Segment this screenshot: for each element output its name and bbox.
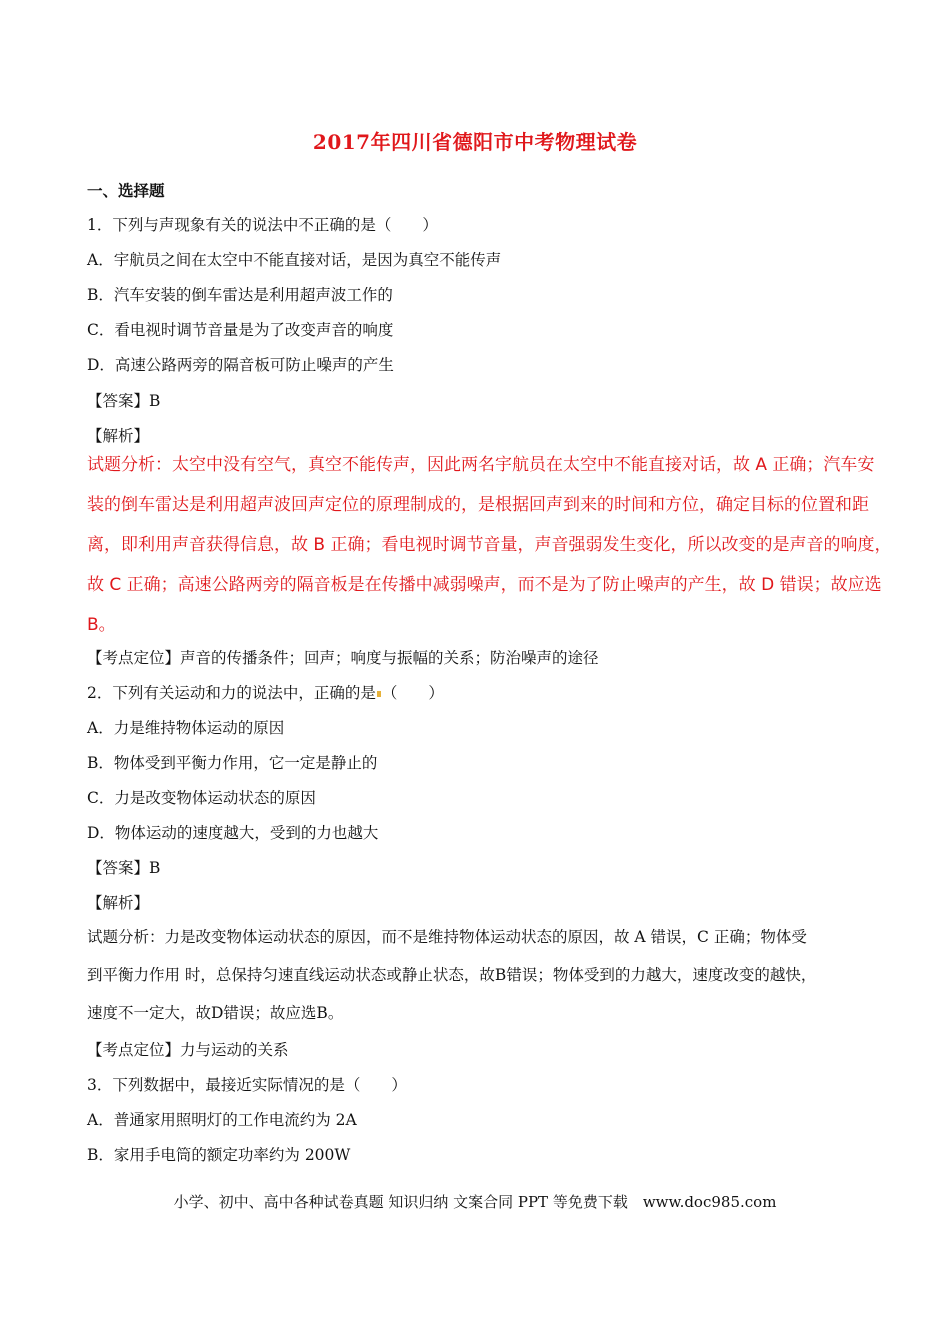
q2-analysis-line: 速度不一定大，故D错误；故应选B。 <box>87 1004 344 1022</box>
page-footer: 小学、初中、高中各种试卷真题 知识归纳 文案合同 PPT 等免费下载 www.doc985.com <box>173 1193 777 1211</box>
q1-option-c: C．看电视时调节音量是为了改变声音的响度 <box>87 321 394 339</box>
q1-analysis-line: B。 <box>87 615 116 635</box>
q2-answer: 【答案】B <box>87 859 161 877</box>
q2-option-d: D．物体运动的速度越大，受到的力也越大 <box>87 824 379 842</box>
q2-analysis-label: 【解析】 <box>87 894 150 912</box>
q2-option-c: C．力是改变物体运动状态的原因 <box>87 789 316 807</box>
q1-analysis-label: 【解析】 <box>87 427 150 445</box>
q1-kaodian: 【考点定位】声音的传播条件；回声；响度与振幅的关系；防治噪声的途径 <box>87 649 599 667</box>
q1-option-b: B．汽车安装的倒车雷达是利用超声波工作的 <box>87 286 393 304</box>
highlight-mark <box>377 691 381 697</box>
q1-analysis-line: 离，即利用声音获得信息，故 B 正确；看电视时调节音量，声音强弱发生变化，所以改变的是声音的响度， <box>87 535 892 555</box>
section-heading: 一、选择题 <box>87 181 165 200</box>
q1-option-a: A．宇航员之间在太空中不能直接对话，是因为真空不能传声 <box>87 251 502 269</box>
q1-option-d: D．高速公路两旁的隔音板可防止噪声的产生 <box>87 356 394 374</box>
q3-option-a: A．普通家用照明灯的工作电流约为 2A <box>87 1111 357 1129</box>
q2-analysis-line: 到平衡力作用 时，总保持匀速直线运动状态或静止状态，故B错误；物体受到的力越大，速度改变的越快， <box>87 966 817 984</box>
exam-title: 2017年四川省德阳市中考物理试卷 <box>312 130 638 154</box>
q2-stem-text: 2．下列有关运动和力的说法中，正确的是 <box>87 684 376 702</box>
q2-analysis <box>87 918 877 1032</box>
q1-analysis-line: 装的倒车雷达是利用超声波回声定位的原理制成的，是根据回声到来的时间和方位，确定目标的位置和距 <box>87 495 869 515</box>
q1-stem: 1．下列与声现象有关的说法中不正确的是（ ） <box>87 216 438 234</box>
q1-analysis-line: 试题分析：太空中没有空气，真空不能传声，因此两名宇航员在太空中不能直接对话，故 A 正确；汽车安 <box>87 455 875 475</box>
q1-analysis <box>87 445 892 645</box>
q2-option-b: B．物体受到平衡力作用，它一定是静止的 <box>87 754 378 772</box>
q1-analysis-line: 故 C 正确；高速公路两旁的隔音板是在传播中减弱噪声，而不是为了防止噪声的产生，故 D 错误；故应选 <box>87 575 882 595</box>
q2-stem-paren: （ ） <box>381 684 444 702</box>
q2-kaodian: 【考点定位】力与运动的关系 <box>87 1041 289 1059</box>
q2-option-a: A．力是维持物体运动的原因 <box>87 719 285 737</box>
q2-analysis-line: 试题分析：力是改变物体运动状态的原因，而不是维持物体运动状态的原因，故 A 错误，C 正确；物体受 <box>87 928 807 946</box>
q2-stem <box>87 682 444 704</box>
q3-stem: 3．下列数据中，最接近实际情况的是（ ） <box>87 1076 407 1094</box>
q1-answer: 【答案】B <box>87 392 161 410</box>
q3-option-b: B．家用手电筒的额定功率约为 200W <box>87 1146 351 1164</box>
